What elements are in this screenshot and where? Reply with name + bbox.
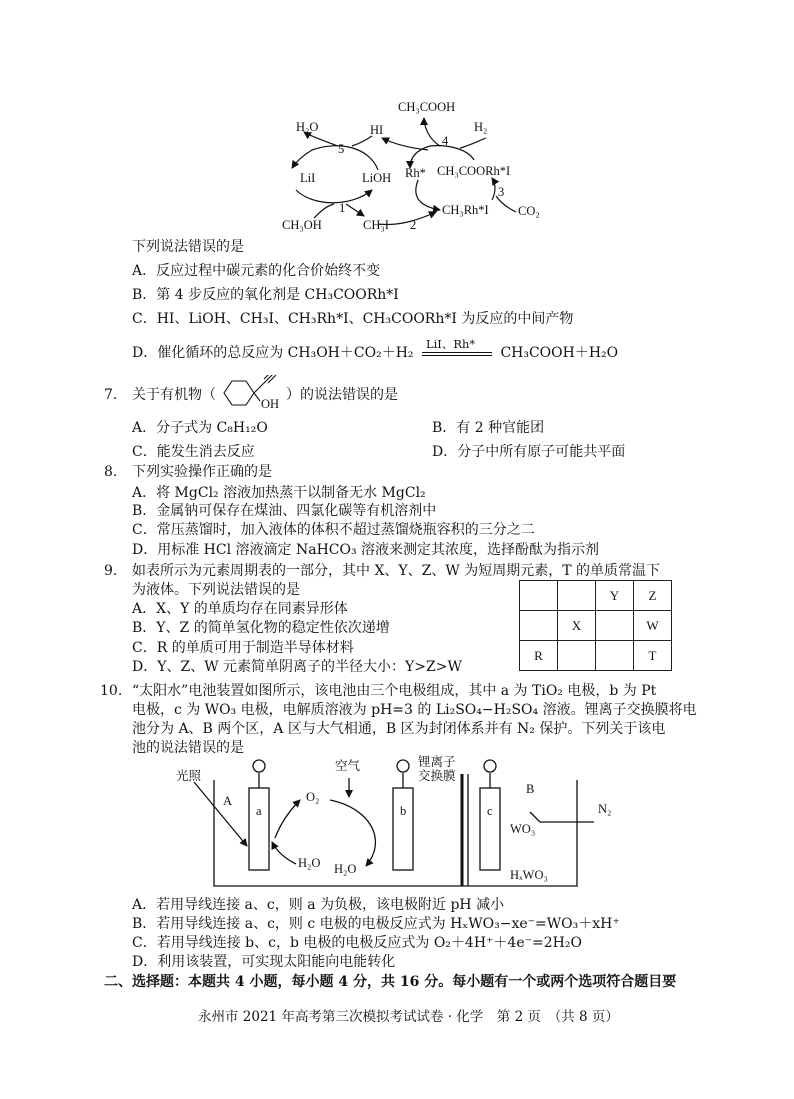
label-o2: O₂ [306,790,320,804]
q6-option-d-prefix: D．催化循环的总反应为 CH₃OH＋CO₂＋H₂ [132,345,414,361]
q8-option-c: C．常压蒸馏时，加入液体的体积不超过蒸馏烧瓶容积的三分之二 [132,522,535,538]
q8-stem: 下列实验操作正确的是 [132,464,272,480]
label-h2o: H₂O [296,120,319,134]
q8-number: 8. [104,464,118,480]
label-zone-a: A [223,794,233,808]
label-rh: Rh* [405,166,426,180]
label-lioh: LiOH [362,171,392,185]
label-hxwo3: HₓWO₃ [510,868,548,882]
q10-option-c: C．若用导线连接 b、c，b 电极的电极反应式为 O₂＋4H⁺＋4e⁻=2H₂O [132,935,582,951]
o2-arrow [275,800,300,838]
q9-option-c: C．R 的单质可用于制造半导体材料 [132,640,354,656]
table-cell: Z [634,581,672,611]
q10-stem-line2: 电极，c 为 WO₃ 电极，电解质溶液为 pH=3 的 Li₂SO₄−H₂SO₄ 溶液。锂离子交换膜将电 [132,702,697,718]
section2-heading: 二、选择题：本题共 4 小题，每小题 4 分，共 16 分。每小题有一个或两个选项符合题目要 [104,974,677,990]
q10-stem-line1: “太阳水”电池装置如图所示，该电池由三个电极组成，其中 a 为 TiO₂ 电极，b 为 Pt [132,683,657,699]
table-cell: R [520,641,558,671]
q6-option-d-suffix: CH₃COOH＋H₂O [500,345,619,361]
table-cell: W [634,611,672,641]
q9-stem-line2: 为液体。下列说法错误的是 [132,582,300,598]
electrode-b [393,788,413,870]
label-ch3cooh: CH₃COOH [398,100,456,114]
label-h2o-center: H₂O [334,862,357,876]
electrode-a [249,788,269,870]
q7-option-b: B．有 2 种官能团 [432,420,545,436]
table-cell: T [634,641,672,671]
label-wo3: WO₃ [510,822,536,836]
q10-number: 10. [100,683,123,699]
label-step4: 4 [442,134,449,148]
q6-option-b: B．第 4 步反应的氧化剂是 CH₃COORh*I [132,287,399,303]
q7-stem-pre: 关于有机物（ [132,387,216,403]
q9-option-a: A．X、Y 的单质均存在同素异形体 [132,601,348,617]
label-membrane-line2: 交换膜 [418,769,456,783]
q7-option-c: C．能发生消去反应 [132,444,255,460]
q10-option-a: A．若用导线连接 a、c，则 a 为负极，该电极附近 pH 减小 [132,897,505,913]
label-step2: 2 [410,218,417,232]
label-step3: 3 [498,185,505,199]
label-n2: N₂ [598,802,612,816]
q9-option-d: D．Y、Z、W 元素简单阴离子的半径大小：Y>Z>W [132,659,462,675]
q9-option-b: B．Y、Z 的简单氢化物的稳定性依次递增 [132,620,390,636]
label-air: 空气 [335,759,361,773]
table-cell: Y [596,581,634,611]
table-cell: X [558,611,596,641]
label-zone-b: B [526,782,535,796]
label-step5: 5 [338,142,345,156]
q7-number: 7. [104,387,118,403]
q6-option-c: C．HI、LiOH、CH₃I、CH₃Rh*I、CH₃COORh*I 为反应的中间产物 [132,311,574,327]
label-hi: HI [370,123,384,137]
q10-stem-line3: 池分为 A、B 两个区，A 区与大气相通，B 区为封闭体系并有 N₂ 保护。下列关于该电 [132,721,666,737]
q7-option-a: A．分子式为 C₈H₁₂O [132,420,268,436]
q6-option-a: A．反应过程中碳元素的化合价始终不变 [132,263,381,279]
q8-option-b: B．金属钠可保存在煤油、四氯化碳等有机溶剂中 [132,503,437,519]
label-electrode-c: c [487,804,493,818]
label-co2: CO₂ [518,204,540,218]
label-ch3rhi: CH₃Rh*I [442,203,489,217]
water-cycle-arc-right [330,800,375,866]
q7-oh-label: OH [261,397,280,411]
q6-stem: 下列说法错误的是 [132,239,244,255]
label-ch3i: CH₃I [363,218,389,232]
label-ch3oh: CH₃OH [282,218,322,232]
label-ch3coorhi: CH₃COORh*I [437,164,511,178]
q10-option-b: B．若用导线连接 a、c，则 c 电极的电极反应式为 HₓWO₃−xe⁻=WO₃＋xH⁺ [132,916,620,932]
label-electrode-b: b [400,804,407,818]
label-membrane-line1: 锂离子 [418,755,456,769]
electrode-c [480,788,500,870]
light-arrow [194,782,247,846]
label-h2o-left: H₂O [298,856,321,870]
water-cycle-arc-left [272,842,296,864]
q7-option-d: D．分子中所有原子可能共平面 [432,444,626,460]
q10-stem-line4: 池的说法错误的是 [132,740,244,756]
label-h2: H₂ [474,120,488,134]
label-light: 光照 [176,769,202,783]
q8-option-d: D．用标准 HCl 溶液滴定 NaHCO₃ 溶液来测定其浓度，选择酚酞为指示剂 [132,542,600,558]
label-electrode-a: a [256,804,262,818]
q9-number: 9. [104,563,118,579]
page-footer: 永州市 2021 年高考第三次模拟考试试卷 · 化学 第 2 页 （共 8 页） [198,1009,619,1025]
q6-option-d-catalyst: LiI、Rh* [425,337,476,351]
q7-stem-post: ）的说法错误的是 [286,387,398,403]
label-step1: 1 [339,201,346,215]
q8-option-a: A．将 MgCl₂ 溶液加热蒸干以制备无水 MgCl₂ [132,485,426,501]
q9-stem-line1: 如表所示为元素周期表的一部分，其中 X、Y、Z、W 为短周期元素，T 的单质常温下 [132,563,661,579]
q10-option-d: D．利用该装置，可实现太阳能向电能转化 [132,954,396,970]
label-lii: LiI [300,171,316,185]
